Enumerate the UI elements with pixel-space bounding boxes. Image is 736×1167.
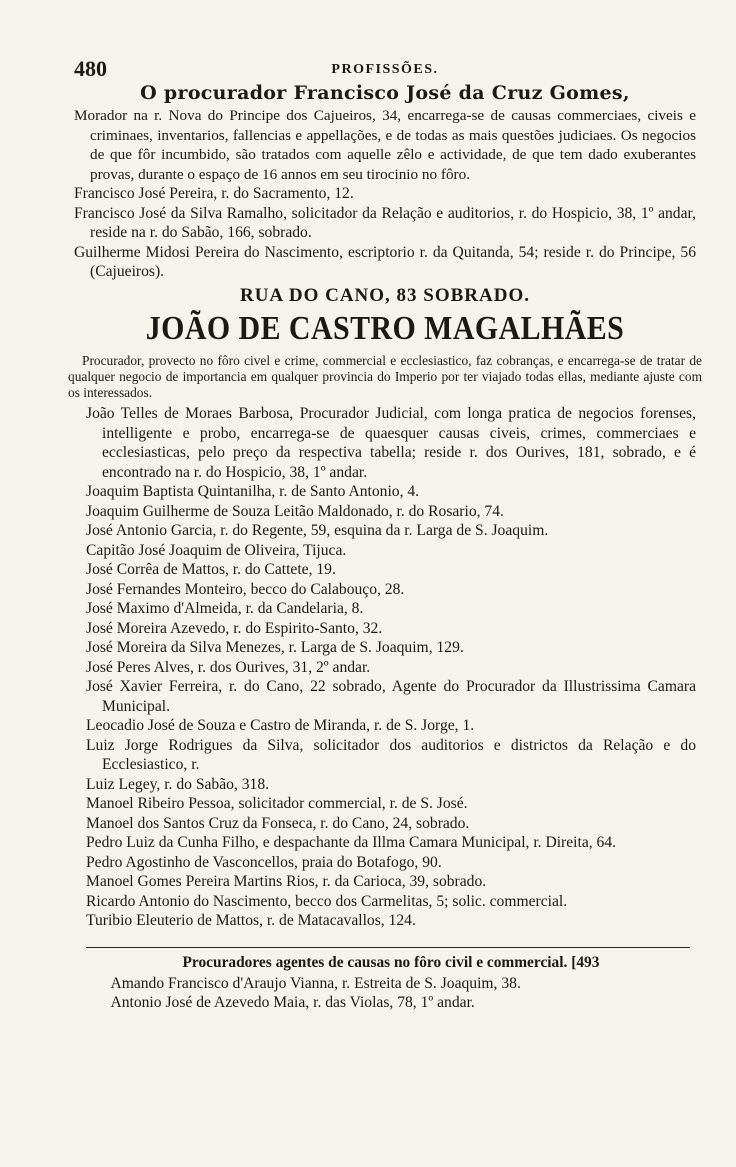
- section-title: Procuradores agentes de causas no fôro civil e commercial. [493: [182, 953, 600, 971]
- list-item: Francisco José da Silva Ramalho, solicitador da Relação e auditorios, r. do Hospicio, 38, 1º andar, reside na r. do Sabão, 166, sobrado.: [74, 204, 696, 241]
- entries-main: [74, 404, 696, 931]
- page-header: [74, 56, 696, 80]
- list-item: Manoel Ribeiro Pessoa, solicitador commercial, r. de S. José.: [86, 795, 468, 813]
- list-item: José Peres Alves, r. dos Ourives, 31, 2º andar.: [86, 658, 371, 676]
- entries-top: [74, 184, 696, 282]
- list-item: José Fernandes Monteiro, becco do Calabouço, 28.: [86, 580, 405, 598]
- list-item: Leocadio José de Souza e Castro de Miranda, r. de S. Jorge, 1.: [86, 717, 475, 735]
- page-number: 480: [74, 56, 107, 81]
- list-item: Francisco José Pereira, r. do Sacramento, 12.: [74, 185, 354, 202]
- list-item: Antonio José de Azevedo Maia, r. das Violas, 78, 1º andar.: [110, 994, 475, 1012]
- list-item: Manoel dos Santos Cruz da Fonseca, r. do Cano, 24, sobrado.: [86, 814, 470, 832]
- ad-body: Procurador, provecto no fôro civel e crime, commercial e ecclesiastico, faz cobranças, e encarrega-se de tratar de qualquer negocio de importancia em qualquer provincia do Imperio por ter viajado todas ellas, mediante ajuste com os interessados.: [68, 352, 702, 400]
- list-item: Pedro Agostinho de Vasconcellos, praia do Botafogo, 90.: [86, 853, 442, 871]
- list-item: José Xavier Ferreira, r. do Cano, 22 sobrado, Agente do Procurador da Illustrissima Camara Municipal.: [86, 678, 696, 715]
- running-head: PROFISSÕES.: [331, 62, 439, 77]
- list-item: Capitão José Joaquim de Oliveira, Tijuca.: [86, 541, 347, 559]
- list-item: Amando Francisco d'Araujo Vianna, r. Estreita de S. Joaquim, 38.: [110, 974, 521, 992]
- list-item: José Moreira da Silva Menezes, r. Larga de S. Joaquim, 129.: [86, 639, 464, 657]
- ad-address: RUA DO CANO, 83 SOBRADO.: [239, 284, 531, 306]
- list-item: Joaquim Guilherme de Souza Leitão Maldonado, r. do Rosario, 74.: [86, 502, 504, 520]
- list-item: Luiz Jorge Rodrigues da Silva, solicitador dos auditorios e districtos da Relação e do Ecclesiastico, r.: [86, 736, 696, 774]
- feature-text: Morador na r. Nova do Principe dos Cajueiros, 34, encarrega-se de causas commerciaes, civeis e criminaes, inventarios, fallencias e appellações, e de todas as mais questões judiciaes. Os negocios de que fôr incumbido, são tratados com aquelle zêlo e actividade, de que tem dado exuberantes provas, durante o espaço de 16 annos em seu tirocinio no fôro.: [74, 107, 696, 183]
- list-item: Joaquim Baptista Quintanilha, r. de Santo Antonio, 4.: [86, 483, 420, 501]
- section-footer: [86, 947, 689, 1013]
- ad-name: JOÃO DE CASTRO MAGALHÃES: [145, 309, 625, 347]
- list-item: José Moreira Azevedo, r. do Espirito-Santo, 32.: [86, 619, 383, 637]
- list-item: João Telles de Moraes Barbosa, Procurador Judicial, com longa pratica de negocios forenses, intelligente e probo, encarrega-se de quaesquer causas civeis, crimes, commerciaes e ecclesiasticas, pelo preço da respectiva tabella; reside r. dos Ourives, 181, sobrado, e é encontrado na r. do Hospicio, 38, 1º andar.: [86, 405, 696, 481]
- list-item: Manoel Gomes Pereira Martins Rios, r. da Carioca, 39, sobrado.: [86, 873, 487, 891]
- list-item: Ricardo Antonio do Nascimento, becco dos Carmelitas, 5; solic. commercial.: [86, 892, 568, 910]
- feature-title: O procurador Francisco José da Cruz Gomes,: [140, 82, 630, 104]
- list-item: Turibio Eleuterio de Mattos, r. de Matacavallos, 124.: [86, 912, 416, 930]
- list-item: Pedro Luiz da Cunha Filho, e despachante da Illma Camara Municipal, r. Direita, 64.: [86, 834, 617, 852]
- list-item: Luiz Legey, r. do Sabão, 318.: [86, 775, 270, 793]
- list-item: José Corrêa de Mattos, r. do Cattete, 19.: [86, 561, 336, 579]
- list-item: José Antonio Garcia, r. do Regente, 59, esquina da r. Larga de S. Joaquim.: [86, 522, 549, 540]
- list-item: Guilherme Midosi Pereira do Nascimento, escriptorio r. da Quitanda, 54; reside r. do Principe, 56 (Cajueiros).: [74, 243, 696, 280]
- list-item: José Maximo d'Almeida, r. da Candelaria, 8.: [86, 600, 364, 618]
- advertisement: [68, 284, 702, 402]
